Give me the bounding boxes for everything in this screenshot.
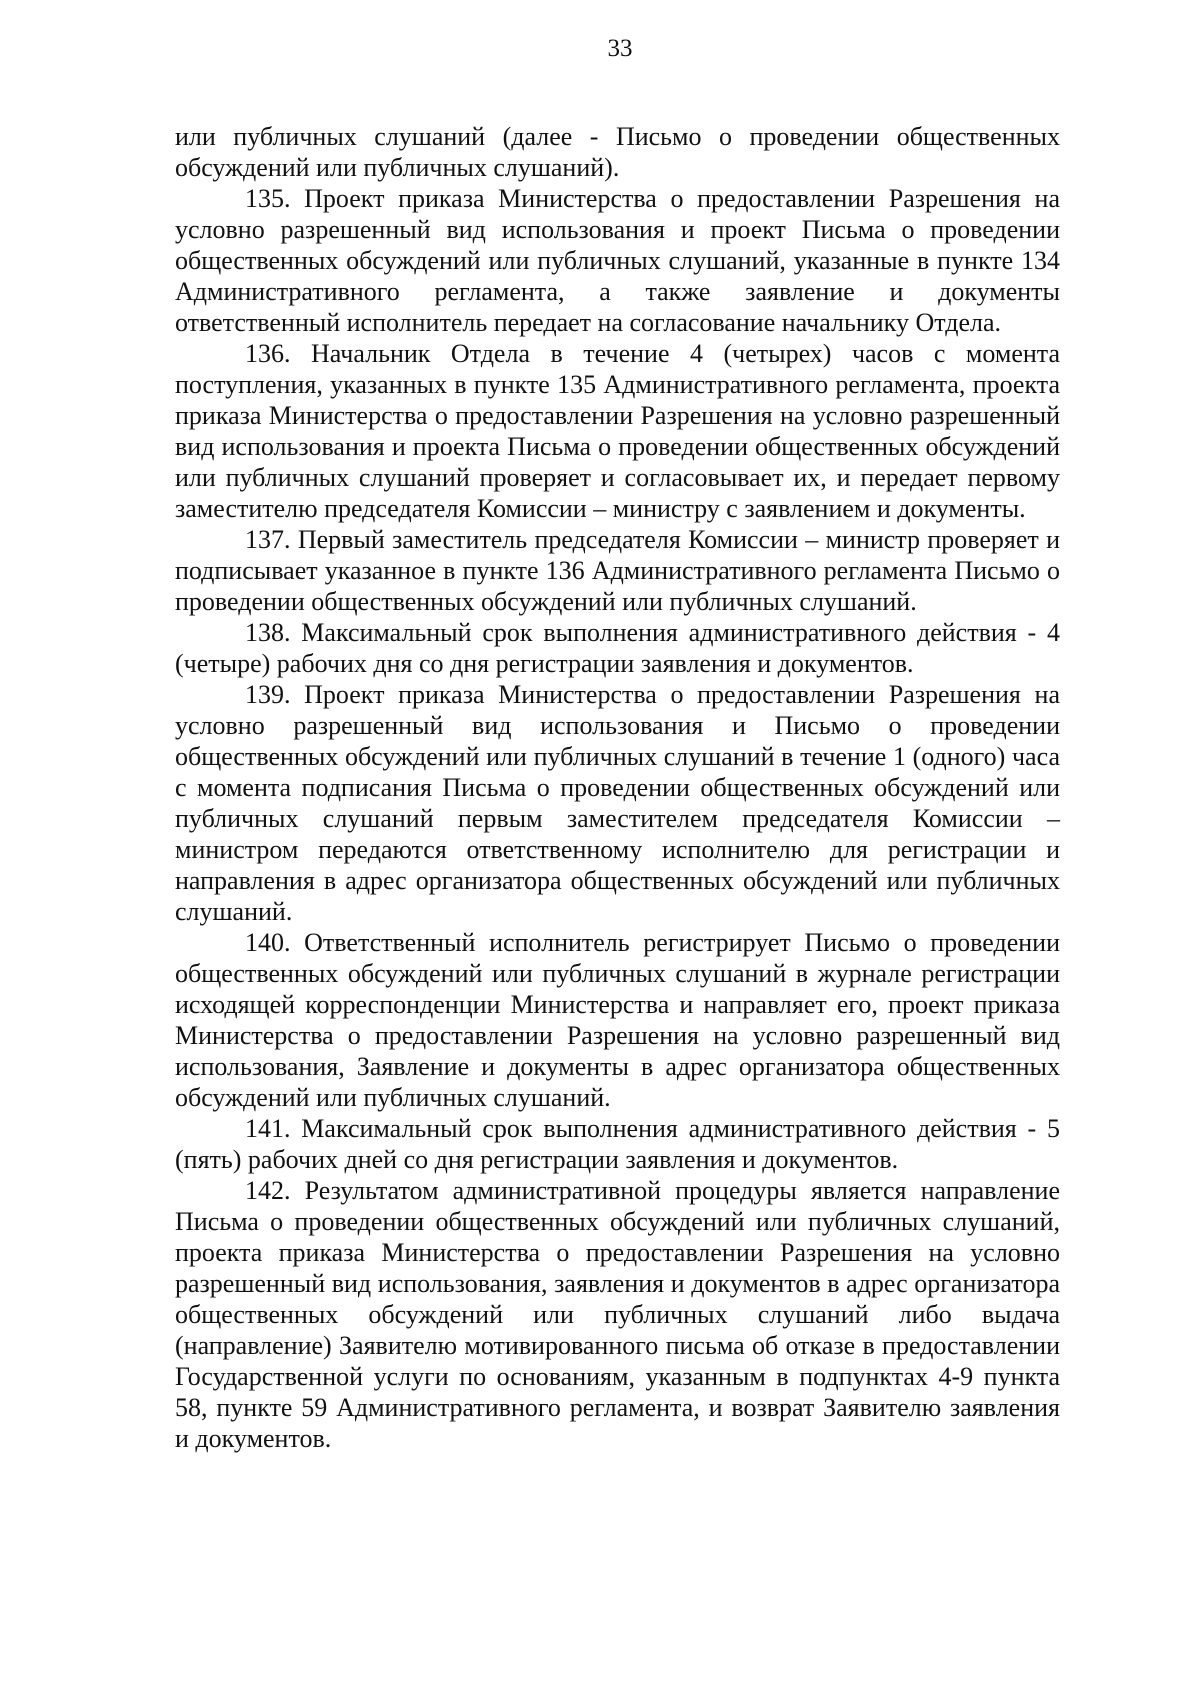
- paragraph-140: 140. Ответственный исполнитель регистрирует Письмо о проведении общественных обсуждений или публичных слушаний в журнале регистрации исходящей корреспонденции Министерства и направляет его, проект приказа Министерства о предоставлении Разрешения на условно разрешенный вид использования, Заявление и документы в адрес организатора общественных обсуждений или публичных слушаний.: [175, 928, 1060, 1112]
- paragraph-135: 135. Проект приказа Министерства о предоставлении Разрешения на условно разрешенный вид использования и проект Письма о проведении общественных обсуждений или публичных слушаний, указанные в пункте 134 Административного регламента, а также заявление и документы ответственный исполнитель передает на согласование начальнику Отдела.: [175, 184, 1060, 337]
- paragraph-136: 136. Начальник Отдела в течение 4 (четырех) часов с момента поступления, указанных в пункте 135 Административного регламента, проекта приказа Министерства о предоставлении Разрешения на условно разрешенный вид использования и проекта Письма о проведении общественных обсуждений или публичных слушаний проверяет и согласовывает их, и передает первому заместителю председателя Комиссии – министру с заявлением и документы.: [175, 339, 1060, 523]
- page-number: 33: [607, 35, 633, 62]
- document-body: [175, 121, 1060, 1454]
- paragraph-141: 141. Максимальный срок выполнения административного действия - 5 (пять) рабочих дней со дня регистрации заявления и документов.: [175, 1114, 1060, 1174]
- paragraph-138: 138. Максимальный срок выполнения административного действия - 4 (четыре) рабочих дня со дня регистрации заявления и документов.: [175, 618, 1060, 678]
- paragraph-continuation: или публичных слушаний (далее - Письмо о проведении общественных обсуждений или публичных слушаний).: [175, 122, 1060, 182]
- paragraph-139: 139. Проект приказа Министерства о предоставлении Разрешения на условно разрешенный вид использования и Письмо о проведении общественных обсуждений или публичных слушаний в течение 1 (одного) часа с момента подписания Письма о проведении общественных обсуждений или публичных слушаний первым заместителем председателя Комиссии – министром передаются ответственному исполнителю для регистрации и направления в адрес организатора общественных обсуждений или публичных слушаний.: [175, 680, 1060, 926]
- paragraph-137: 137. Первый заместитель председателя Комиссии – министр проверяет и подписывает указанное в пункте 136 Административного регламента Письмо о проведении общественных обсуждений или публичных слушаний.: [175, 525, 1060, 616]
- paragraph-142: 142. Результатом административной процедуры является направление Письма о проведении общественных обсуждений или публичных слушаний, проекта приказа Министерства о предоставлении Разрешения на условно разрешенный вид использования, заявления и документов в адрес организатора общественных обсуждений или публичных слушаний либо выдача (направление) Заявителю мотивированного письма об отказе в предоставлении Государственной услуги по основаниям, указанным в подпунктах 4-9 пункта 58, пункте 59 Административного регламента, и возврат Заявителю заявления и документов.: [175, 1176, 1060, 1453]
